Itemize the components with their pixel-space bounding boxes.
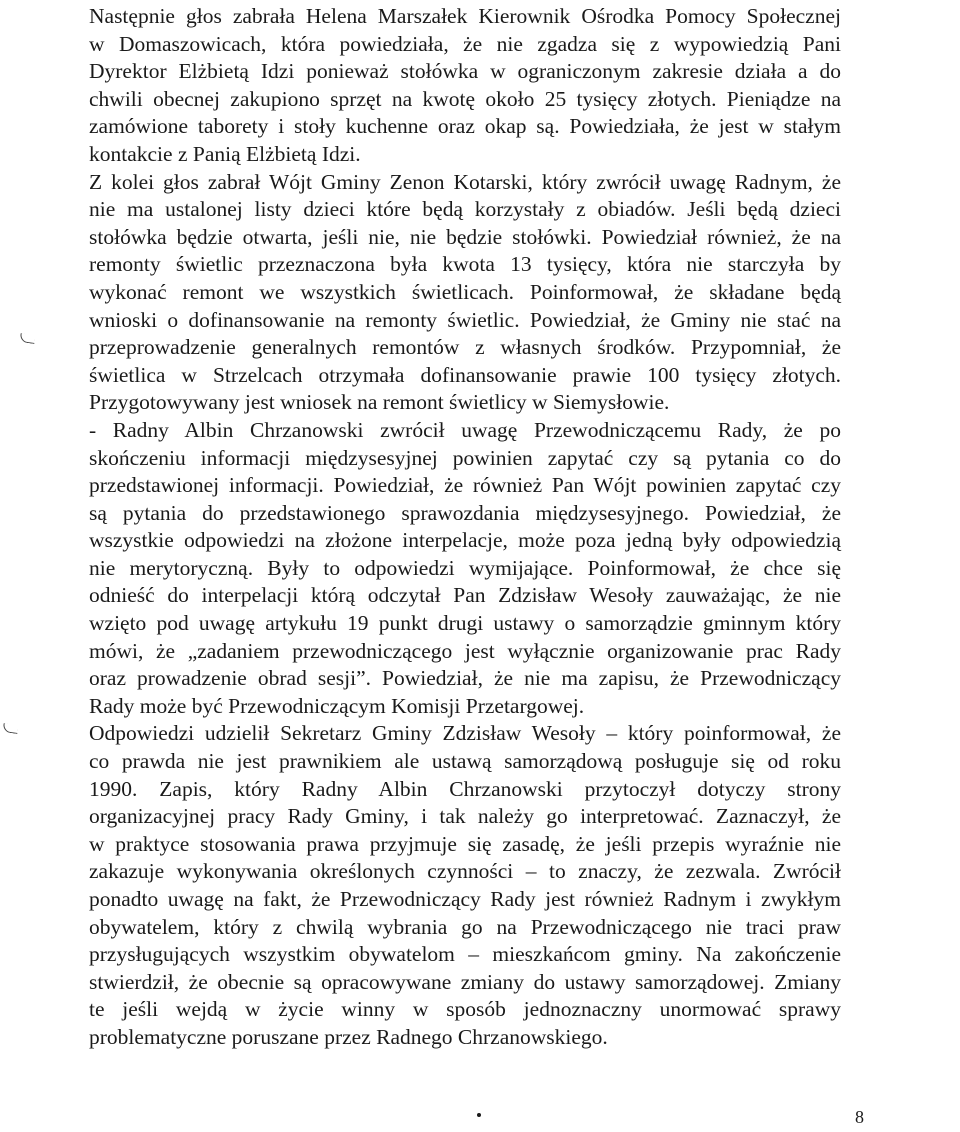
text-line: są pytania do przedstawionego sprawozdania międzysesyjnego. Powiedział, że <box>89 500 841 525</box>
text-line: zamówione taborety i stoły kuchenne oraz okap są. Powiedziała, że jest w stałym <box>89 114 841 139</box>
text-line: wzięto pod uwagę artykułu 19 punkt drugi ustawy o samorządzie gminnym który <box>89 611 841 636</box>
text-line: te jeśli wejdą w życie winny w sposób jednoznaczny unormować sprawy <box>89 997 841 1022</box>
text-line: stołówka będzie otwarta, jeśli nie, nie będzie stołówki. Powiedział również, że na <box>89 224 841 249</box>
text-line: Z kolei głos zabrał Wójt Gminy Zenon Kotarski, który zwrócił uwagę Radnym, że <box>89 169 841 194</box>
text-line: problematyczne poruszane przez Radnego Chrzanowskiego. <box>89 1024 608 1049</box>
document-body <box>89 3 841 1052</box>
text-line: co prawda nie jest prawnikiem ale ustawą samorządową posługuje się od roku <box>89 749 841 774</box>
text-line: świetlica w Strzelcach otrzymała dofinansowanie prawie 100 tysięcy złotych. <box>89 362 841 387</box>
text-line: kontakcie z Panią Elżbietą Idzi. <box>89 141 361 166</box>
text-line: stwierdził, że obecnie są opracowywane zmiany do ustawy samorządowej. Zmiany <box>89 969 841 994</box>
stray-dot-mark <box>477 1113 481 1117</box>
text-line: wszystkie odpowiedzi na złożone interpelacje, może poza jedną były odpowiedzią <box>89 528 841 553</box>
text-line: zakazuje wykonywania określonych czynności – to znaczy, że zezwala. Zwrócił <box>89 859 841 884</box>
text-line: przysługujących wszystkim obywatelom – mieszkańcom gminy. Na zakończenie <box>89 942 841 967</box>
page-number: 8 <box>855 1107 864 1127</box>
text-line: mówi, że „zadaniem przewodniczącego jest wyłącznie organizowanie prac Rady <box>89 638 841 663</box>
text-line: wykonać remont we wszystkich świetlicach. Poinformował, że składane będą <box>89 279 841 304</box>
text-line: nie ma ustalonej listy dzieci które będą korzystały z obiadów. Jeśli będą dzieci <box>89 197 841 222</box>
text-line: Następnie głos zabrała Helena Marszałek Kierownik Ośrodka Pomocy Społecznej <box>89 4 841 28</box>
text-line: oraz prowadzenie obrad sesji”. Powiedział, że nie ma zapisu, że Przewodniczący <box>89 666 841 691</box>
text-line: skończeniu informacji międzysesyjnej powinien zapytać czy są pytania co do <box>89 445 841 470</box>
text-line: odnieść do interpelacji którą odczytał Pan Zdzisław Wesoły zauważając, że nie <box>89 583 841 608</box>
text-line: w Domaszowicach, która powiedziała, że nie zgadza się z wypowiedzią Pani <box>89 31 841 56</box>
margin-pen-mark <box>19 333 35 344</box>
text-line: 1990. Zapis, który Radny Albin Chrzanowski przytoczył dotyczy strony <box>89 776 841 801</box>
text-line: przedstawionej informacji. Powiedział, że również Pan Wójt powinien zapytać czy <box>89 473 841 498</box>
text-line: chwili obecnej zakupiono sprzęt na kwotę około 25 tysięcy złotych. Pieniądze na <box>89 86 841 111</box>
text-line: Rady może być Przewodniczącym Komisji Przetargowej. <box>89 693 585 718</box>
text-line: w praktyce stosowania prawa przyjmuje się zasadę, że jeśli przepis wyraźnie nie <box>89 831 841 856</box>
text-line: wnioski o dofinansowanie na remonty świetlic. Powiedział, że Gminy nie stać na <box>89 307 841 332</box>
text-line: Przygotowywany jest wniosek na remont świetlicy w Siemysłowie. <box>89 390 670 415</box>
text-line: organizacyjnej pracy Rady Gminy, i tak należy go interpretować. Zaznaczył, że <box>89 804 841 829</box>
text-line: remonty świetlic przeznaczona była kwota 13 tysięcy, która nie starczyła by <box>89 252 841 277</box>
text-line: Odpowiedzi udzielił Sekretarz Gminy Zdzisław Wesoły – który poinformował, że <box>89 721 841 746</box>
text-line: nie merytoryczną. Były to odpowiedzi wymijające. Poinformował, że chce się <box>89 555 841 580</box>
text-line: Dyrektor Elżbietą Idzi ponieważ stołówka w ograniczonym zakresie działa a do <box>89 59 841 84</box>
margin-pen-mark <box>2 723 18 734</box>
text-line: ponadto uwagę na fakt, że Przewodniczący Rady jest również Radnym i zwykłym <box>89 887 841 911</box>
text-line: obywatelem, który z chwilą wybrania go na Przewodniczącego nie traci praw <box>89 914 841 939</box>
text-line: - Radny Albin Chrzanowski zwrócił uwagę Przewodniczącemu Rady, że po <box>89 417 841 442</box>
text-line: przeprowadzenie generalnych remontów z własnych środków. Przypomniał, że <box>89 335 841 360</box>
